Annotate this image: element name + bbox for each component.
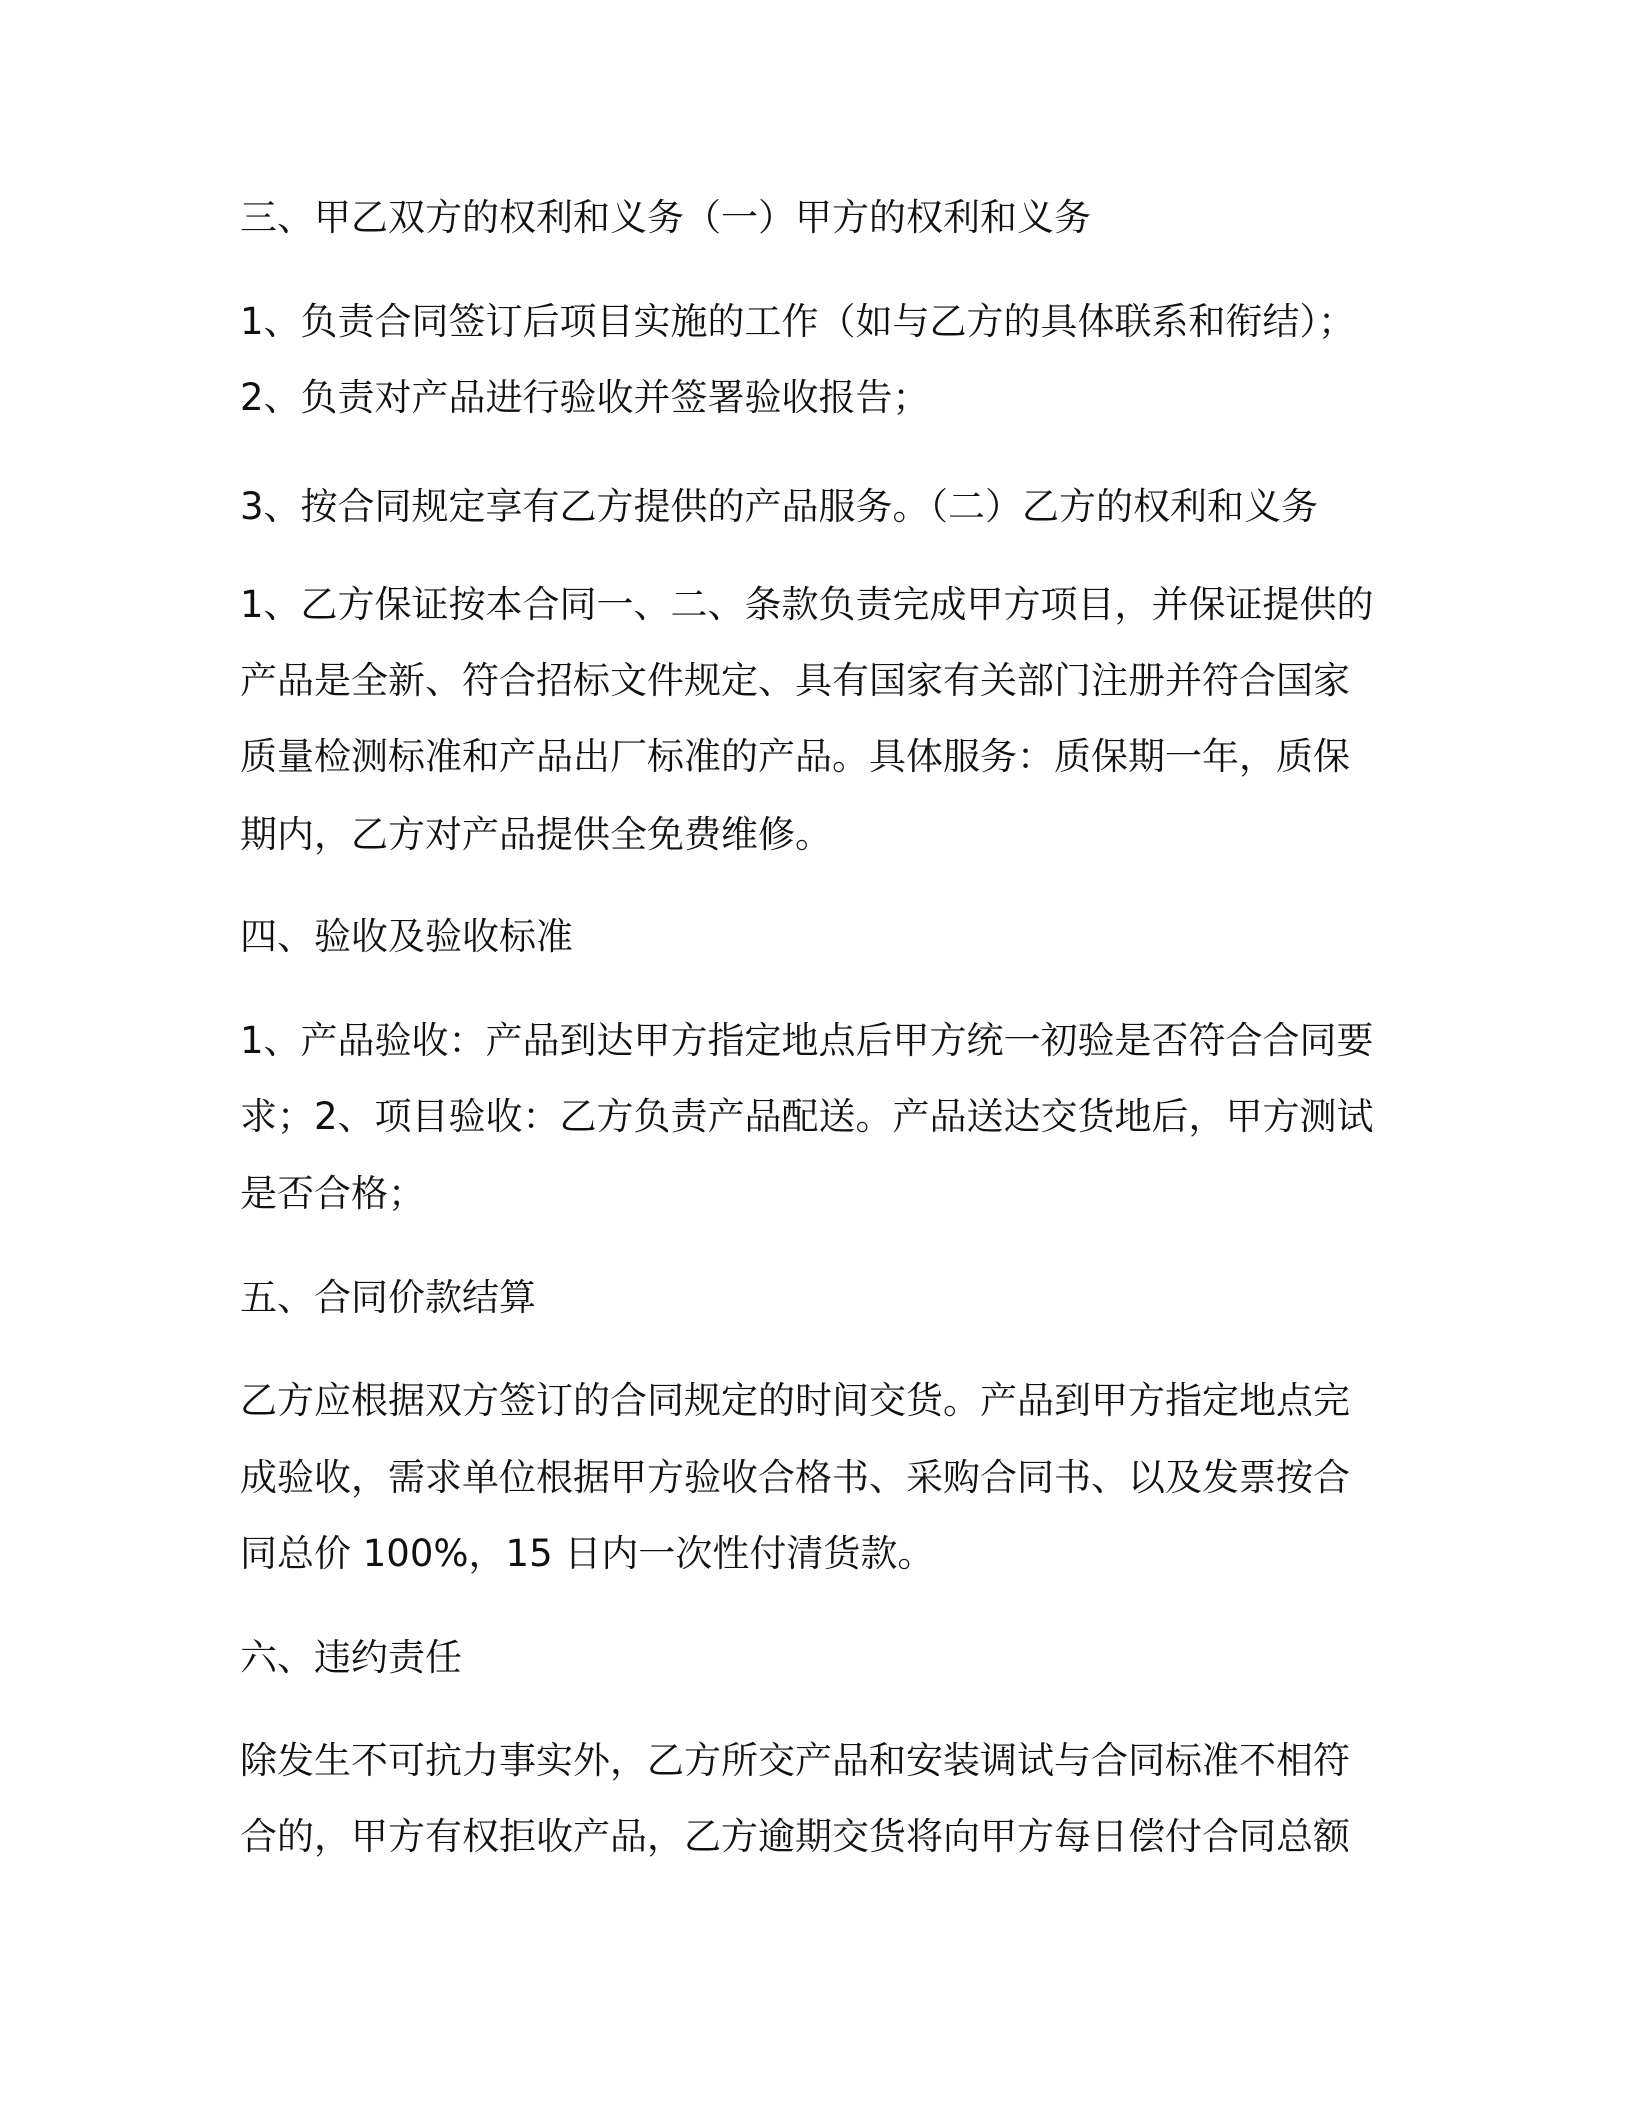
party-a-clause-1: 1、负责合同签订后项目实施的工作（如与乙方的具体联系和衔结）； — [240, 300, 1356, 343]
acceptance-clause-line-3: 是否合格； — [240, 1172, 425, 1215]
section-heading-settlement: 五、合同价款结算 — [240, 1276, 536, 1319]
settlement-clause-line-1: 乙方应根据双方签订的合同规定的时间交货。产品到甲方指定地点完 — [240, 1379, 1350, 1422]
party-b-clause-1-line-3: 质量检测标准和产品出厂标准的产品。具体服务：质保期一年，质保 — [240, 735, 1350, 778]
liability-clause-line-2: 合的，甲方有权拒收产品，乙方逾期交货将向甲方每日偿付合同总额 — [240, 1815, 1350, 1858]
acceptance-clause-line-1: 1、产品验收：产品到达甲方指定地点后甲方统一初验是否符合合同要 — [240, 1019, 1374, 1062]
section-heading-rights-obligations: 三、甲乙双方的权利和义务（一）甲方的权利和义务 — [240, 196, 1091, 239]
party-a-clause-3: 3、按合同规定享有乙方提供的产品服务。（二）乙方的权利和义务 — [240, 485, 1319, 528]
party-a-clause-2: 2、负责对产品进行验收并签署验收报告； — [240, 376, 930, 419]
settlement-clause-line-3: 同总价 100%，15 日内一次性付清货款。 — [240, 1532, 935, 1575]
section-heading-liability: 六、违约责任 — [240, 1636, 462, 1679]
settlement-clause-line-2: 成验收，需求单位根据甲方验收合格书、采购合同书、以及发票按合 — [240, 1456, 1350, 1499]
section-heading-acceptance: 四、验收及验收标准 — [240, 915, 573, 958]
party-b-clause-1-line-4: 期内，乙方对产品提供全免费维修。 — [240, 813, 832, 856]
party-b-clause-1-line-1: 1、乙方保证按本合同一、二、条款负责完成甲方项目，并保证提供的 — [240, 583, 1374, 626]
liability-clause-line-1: 除发生不可抗力事实外，乙方所交产品和安装调试与合同标准不相符 — [240, 1739, 1350, 1782]
party-b-clause-1-line-2: 产品是全新、符合招标文件规定、具有国家有关部门注册并符合国家 — [240, 659, 1350, 702]
acceptance-clause-line-2: 求；2、项目验收：乙方负责产品配送。产品送达交货地后，甲方测试 — [240, 1095, 1374, 1138]
